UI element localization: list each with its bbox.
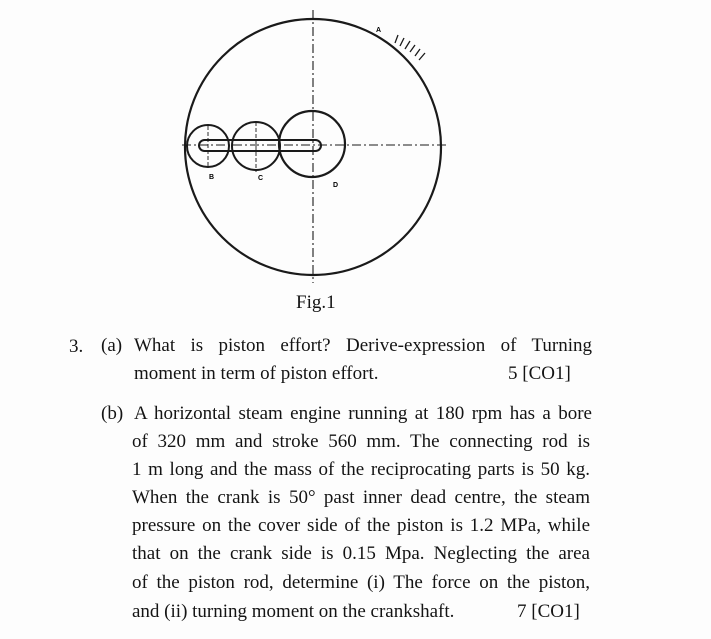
part-a-marks: 5 [CO1] bbox=[508, 363, 571, 384]
support-hatching bbox=[395, 35, 425, 60]
part-a-line-1: What is piston effort? Derive-expression of Turning bbox=[134, 335, 592, 356]
part-b-line-3: 1 m long and the mass of the reciprocating parts is 50 kg. bbox=[132, 459, 590, 480]
part-b-line-8: and (ii) turning moment on the crankshaft. bbox=[132, 601, 455, 622]
label-a: A bbox=[376, 27, 382, 34]
part-b-line-6: that on the crank side is 0.15 Mpa. Neglecting the area bbox=[132, 543, 590, 564]
part-b-line-4: When the crank is 50° past inner dead centre, the steam bbox=[132, 487, 590, 508]
part-b-label: (b) bbox=[101, 403, 124, 424]
part-a-label: (a) bbox=[101, 335, 123, 356]
label-d: D bbox=[333, 182, 339, 189]
part-a-line-2: moment in term of piston effort. bbox=[134, 363, 379, 384]
part-b-line-1: A horizontal steam engine running at 180 rpm has a bore bbox=[134, 403, 592, 424]
label-b: B bbox=[209, 174, 215, 181]
figure-caption: Fig.1 bbox=[296, 292, 336, 313]
part-b-marks: 7 [CO1] bbox=[517, 601, 580, 622]
part-b-line-7: of the piston rod, determine (i) The force on the piston, bbox=[132, 572, 590, 593]
part-b-line-2: of 320 mm and stroke 560 mm. The connecting rod is bbox=[132, 431, 590, 452]
label-c: C bbox=[258, 175, 264, 182]
part-b-line-5: pressure on the cover side of the piston is 1.2 MPa, while bbox=[132, 515, 590, 536]
rotor-figure bbox=[0, 0, 711, 300]
mass-d-circle bbox=[279, 111, 345, 177]
question-number: 3. bbox=[69, 336, 84, 357]
